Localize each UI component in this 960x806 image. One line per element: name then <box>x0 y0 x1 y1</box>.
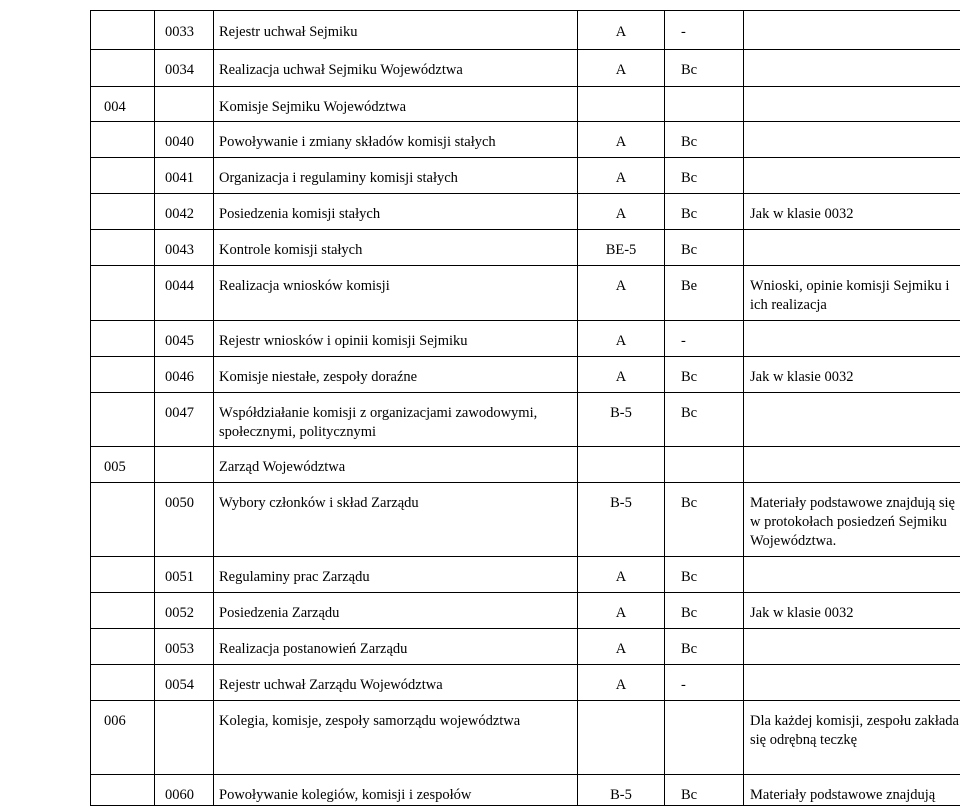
description-cell: Rejestr uchwał Zarządu Województwa <box>214 665 578 701</box>
notes-cell: Jak w klasie 0032 <box>744 357 960 393</box>
category-cell: A <box>578 557 665 593</box>
group-code-cell <box>91 665 155 701</box>
category-cell: BE-5 <box>578 230 665 266</box>
notes-cell <box>744 87 960 122</box>
table-row <box>91 230 960 266</box>
class-code-cell: 0043 <box>155 230 214 266</box>
class-code-cell: 0046 <box>155 357 214 393</box>
table-row <box>91 447 960 483</box>
group-code-cell <box>91 122 155 158</box>
table-row <box>91 701 960 775</box>
description-cell: Zarząd Województwa <box>214 447 578 483</box>
group-code-cell <box>91 775 155 806</box>
description-cell: Realizacja wniosków komisji <box>214 266 578 321</box>
group-code-cell <box>91 629 155 665</box>
table-row <box>91 775 960 806</box>
category-cell: B-5 <box>578 393 665 447</box>
notes-cell: Dla każdej komisji, zespołu zakłada się odrębną teczkę <box>744 701 960 775</box>
description-cell: Posiedzenia Zarządu <box>214 593 578 629</box>
category-cell: A <box>578 357 665 393</box>
subcategory-cell: Bc <box>665 122 744 158</box>
description-cell: Rejestr wniosków i opinii komisji Sejmiku <box>214 321 578 357</box>
subcategory-cell <box>665 87 744 122</box>
group-code-cell <box>91 393 155 447</box>
description-cell: Rejestr uchwał Sejmiku <box>214 11 578 50</box>
subcategory-cell: Bc <box>665 593 744 629</box>
class-code-cell: 0047 <box>155 393 214 447</box>
notes-cell <box>744 230 960 266</box>
group-code-cell: 006 <box>91 701 155 775</box>
group-code-cell <box>91 194 155 230</box>
category-cell: A <box>578 593 665 629</box>
notes-cell <box>744 393 960 447</box>
class-code-cell <box>155 701 214 775</box>
subcategory-cell: Bc <box>665 775 744 806</box>
subcategory-cell: Bc <box>665 194 744 230</box>
class-code-cell: 0052 <box>155 593 214 629</box>
description-cell: Realizacja postanowień Zarządu <box>214 629 578 665</box>
category-cell: A <box>578 665 665 701</box>
class-code-cell: 0050 <box>155 483 214 557</box>
subcategory-cell: - <box>665 321 744 357</box>
table-row <box>91 483 960 557</box>
notes-cell: Materiały podstawowe znajdują <box>744 775 960 806</box>
table-row <box>91 321 960 357</box>
table-row <box>91 194 960 230</box>
table-row <box>91 50 960 87</box>
records-classification-table <box>90 10 960 806</box>
description-cell: Powoływanie i zmiany składów komisji stałych <box>214 122 578 158</box>
description-cell: Powoływanie kolegiów, komisji i zespołów <box>214 775 578 806</box>
category-cell: A <box>578 122 665 158</box>
notes-cell <box>744 557 960 593</box>
group-code-cell <box>91 266 155 321</box>
subcategory-cell: Bc <box>665 483 744 557</box>
description-cell: Wybory członków i skład Zarządu <box>214 483 578 557</box>
class-code-cell: 0034 <box>155 50 214 87</box>
subcategory-cell <box>665 447 744 483</box>
table-row <box>91 266 960 321</box>
description-cell: Posiedzenia komisji stałych <box>214 194 578 230</box>
category-cell: A <box>578 50 665 87</box>
table-row <box>91 629 960 665</box>
subcategory-cell: Bc <box>665 230 744 266</box>
notes-cell <box>744 11 960 50</box>
notes-cell <box>744 447 960 483</box>
notes-cell <box>744 122 960 158</box>
group-code-cell <box>91 230 155 266</box>
category-cell <box>578 87 665 122</box>
category-cell <box>578 701 665 775</box>
group-code-cell <box>91 357 155 393</box>
description-cell: Regulaminy prac Zarządu <box>214 557 578 593</box>
table-row <box>91 393 960 447</box>
class-code-cell: 0051 <box>155 557 214 593</box>
subcategory-cell: Bc <box>665 158 744 194</box>
category-cell: B-5 <box>578 775 665 806</box>
subcategory-cell: Bc <box>665 557 744 593</box>
description-cell: Współdziałanie komisji z organizacjami zawodowymi, społecznymi, politycznymi <box>214 393 578 447</box>
class-code-cell: 0060 <box>155 775 214 806</box>
group-code-cell <box>91 11 155 50</box>
table-row <box>91 557 960 593</box>
description-cell: Kontrole komisji stałych <box>214 230 578 266</box>
group-code-cell <box>91 593 155 629</box>
table-row <box>91 665 960 701</box>
class-code-cell: 0053 <box>155 629 214 665</box>
notes-cell: Materiały podstawowe znajdują się w protokołach posiedzeń Sejmiku Województwa. <box>744 483 960 557</box>
table-row <box>91 593 960 629</box>
table-row <box>91 357 960 393</box>
subcategory-cell: Be <box>665 266 744 321</box>
notes-cell <box>744 158 960 194</box>
subcategory-cell: Bc <box>665 393 744 447</box>
notes-cell: Jak w klasie 0032 <box>744 194 960 230</box>
subcategory-cell: Bc <box>665 629 744 665</box>
notes-cell <box>744 50 960 87</box>
class-code-cell <box>155 87 214 122</box>
subcategory-cell <box>665 701 744 775</box>
category-cell: B-5 <box>578 483 665 557</box>
group-code-cell: 005 <box>91 447 155 483</box>
class-code-cell: 0044 <box>155 266 214 321</box>
description-cell: Kolegia, komisje, zespoły samorządu województwa <box>214 701 578 775</box>
class-code-cell: 0040 <box>155 122 214 158</box>
subcategory-cell: Bc <box>665 357 744 393</box>
category-cell: A <box>578 158 665 194</box>
category-cell: A <box>578 629 665 665</box>
category-cell: A <box>578 194 665 230</box>
notes-cell: Wnioski, opinie komisji Sejmiku i ich realizacja <box>744 266 960 321</box>
subcategory-cell: - <box>665 665 744 701</box>
notes-cell: Jak w klasie 0032 <box>744 593 960 629</box>
description-cell: Organizacja i regulaminy komisji stałych <box>214 158 578 194</box>
group-code-cell <box>91 50 155 87</box>
category-cell: A <box>578 321 665 357</box>
class-code-cell <box>155 447 214 483</box>
table-row <box>91 87 960 122</box>
group-code-cell: 004 <box>91 87 155 122</box>
group-code-cell <box>91 483 155 557</box>
table-row <box>91 158 960 194</box>
group-code-cell <box>91 158 155 194</box>
group-code-cell <box>91 557 155 593</box>
table-row <box>91 122 960 158</box>
subcategory-cell: Bc <box>665 50 744 87</box>
description-cell: Komisje niestałe, zespoły doraźne <box>214 357 578 393</box>
description-cell: Realizacja uchwał Sejmiku Województwa <box>214 50 578 87</box>
notes-cell <box>744 665 960 701</box>
category-cell <box>578 447 665 483</box>
description-cell: Komisje Sejmiku Województwa <box>214 87 578 122</box>
notes-cell <box>744 629 960 665</box>
class-code-cell: 0042 <box>155 194 214 230</box>
category-cell: A <box>578 266 665 321</box>
class-code-cell: 0041 <box>155 158 214 194</box>
class-code-cell: 0033 <box>155 11 214 50</box>
notes-cell <box>744 321 960 357</box>
class-code-cell: 0054 <box>155 665 214 701</box>
table-row <box>91 11 960 50</box>
subcategory-cell: - <box>665 11 744 50</box>
table-body <box>91 11 960 806</box>
class-code-cell: 0045 <box>155 321 214 357</box>
category-cell: A <box>578 11 665 50</box>
group-code-cell <box>91 321 155 357</box>
